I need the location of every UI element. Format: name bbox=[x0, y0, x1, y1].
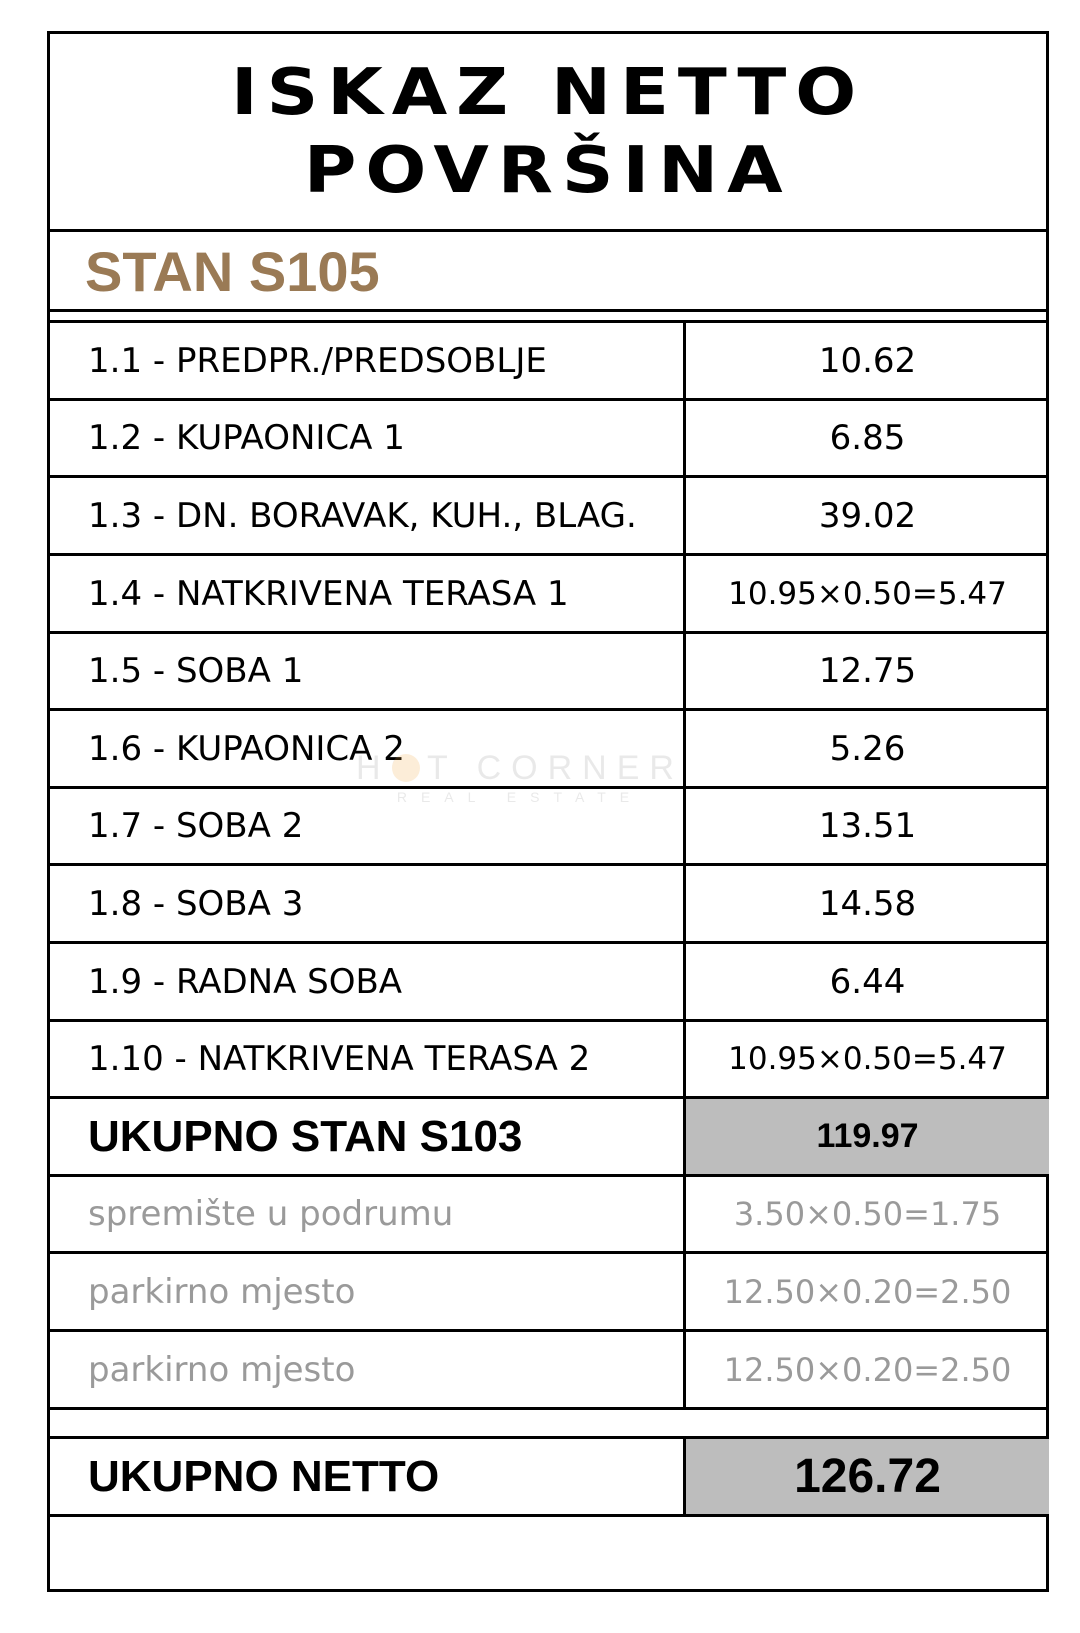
room-area: 10.62 bbox=[683, 323, 1049, 398]
table-row bbox=[50, 1019, 1046, 1096]
room-label: 1.9 - RADNA SOBA bbox=[88, 961, 403, 1002]
room-label: 1.6 - KUPAONICA 2 bbox=[88, 728, 405, 769]
title-line-2: POVRŠINA bbox=[304, 133, 792, 208]
spacer-row bbox=[50, 1407, 1046, 1436]
room-area: 12.75 bbox=[683, 634, 1049, 708]
room-area: 14.58 bbox=[683, 866, 1049, 941]
unit-title: STAN S105 bbox=[85, 240, 380, 303]
room-area: 6.44 bbox=[683, 944, 1049, 1019]
area-sheet bbox=[47, 31, 1049, 1592]
subtotal-row bbox=[50, 1096, 1046, 1174]
room-label: 1.7 - SOBA 2 bbox=[88, 806, 304, 846]
room-area: 5.26 bbox=[683, 711, 1049, 786]
table-row bbox=[50, 708, 1046, 786]
table-row bbox=[50, 475, 1046, 553]
total-value: 126.72 bbox=[683, 1439, 1049, 1514]
extra-value: 3.50×0.50=1.75 bbox=[683, 1177, 1049, 1251]
room-area: 13.51 bbox=[683, 789, 1049, 863]
table-row bbox=[50, 631, 1046, 708]
room-area: 39.02 bbox=[683, 478, 1049, 553]
room-label: 1.10 - NATKRIVENA TERASA 2 bbox=[88, 1039, 591, 1079]
table-row bbox=[50, 786, 1046, 863]
room-label: 1.3 - DN. BORAVAK, KUH., BLAG. bbox=[88, 495, 637, 536]
extra-label: parkirno mjesto bbox=[88, 1271, 356, 1312]
room-label: 1.2 - KUPAONICA 1 bbox=[88, 418, 405, 458]
extra-row bbox=[50, 1174, 1046, 1251]
extra-label: parkirno mjesto bbox=[88, 1349, 356, 1390]
subtotal-value: 119.97 bbox=[683, 1099, 1049, 1174]
subtotal-label: UKUPNO STAN S103 bbox=[88, 1111, 523, 1161]
room-area: 10.95×0.50=5.47 bbox=[683, 1022, 1049, 1096]
table-row bbox=[50, 863, 1046, 941]
table-row bbox=[50, 553, 1046, 631]
total-label: UKUPNO NETTO bbox=[88, 1451, 440, 1501]
room-label: 1.5 - SOBA 1 bbox=[88, 651, 304, 691]
total-row bbox=[50, 1436, 1046, 1514]
room-label: 1.4 - NATKRIVENA TERASA 1 bbox=[88, 573, 569, 614]
title-block bbox=[50, 34, 1046, 232]
title-line-1: ISKAZ NETTO bbox=[230, 55, 866, 130]
unit-header bbox=[50, 232, 1046, 312]
extra-row bbox=[50, 1329, 1046, 1407]
table-row bbox=[50, 398, 1046, 475]
extra-value: 12.50×0.20=2.50 bbox=[683, 1332, 1049, 1407]
table-row bbox=[50, 941, 1046, 1019]
extra-value: 12.50×0.20=2.50 bbox=[683, 1254, 1049, 1329]
room-label: 1.8 - SOBA 3 bbox=[88, 883, 304, 924]
room-label: 1.1 - PREDPR./PREDSOBLJE bbox=[88, 340, 547, 381]
room-area: 10.95×0.50=5.47 bbox=[683, 556, 1049, 631]
table-row bbox=[50, 320, 1046, 398]
extra-row bbox=[50, 1251, 1046, 1329]
bottom-spacer bbox=[50, 1514, 1046, 1589]
room-area: 6.85 bbox=[683, 401, 1049, 475]
extra-label: spremište u podrumu bbox=[88, 1194, 454, 1234]
